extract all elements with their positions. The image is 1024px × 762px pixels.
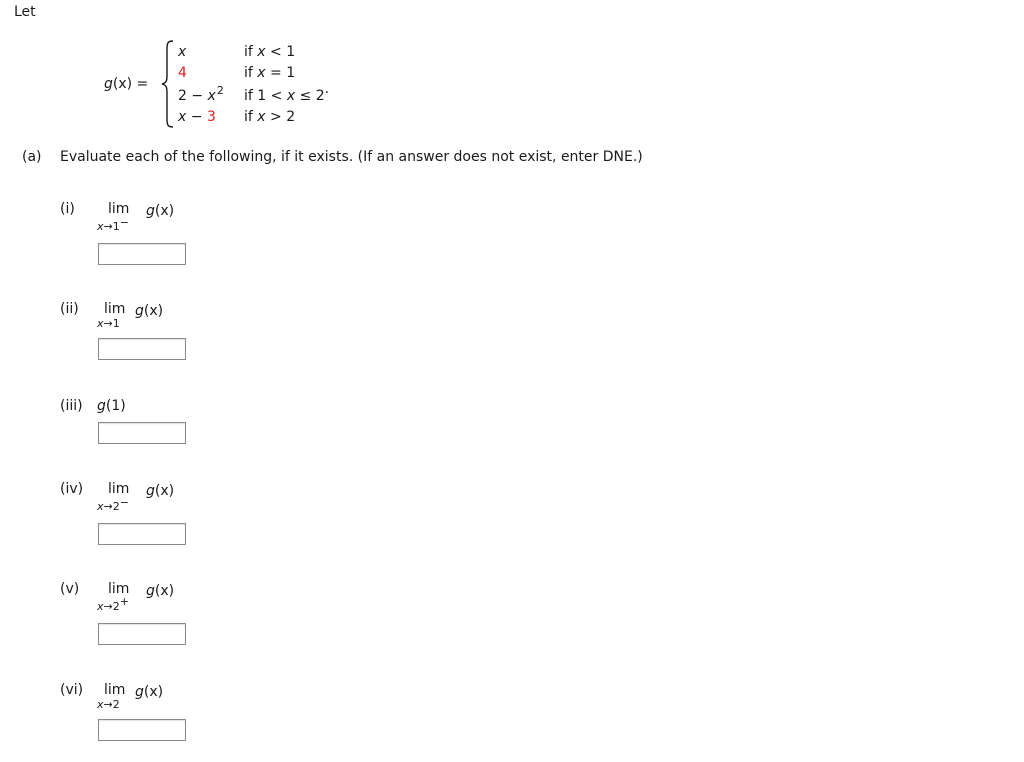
function-name: g — [104, 76, 113, 92]
part-a-label: (a) — [22, 149, 42, 165]
lim-subscript-v: x→2+ — [97, 595, 129, 613]
lim-word-v: lim — [108, 581, 130, 597]
case-expr-4: x − 3 — [178, 109, 216, 125]
item-label-v: (v) — [60, 581, 80, 597]
answer-input-i[interactable] — [98, 243, 186, 265]
part-a-instructions: Evaluate each of the following, if it exists. (If an answer does not exist, enter DNE.) — [60, 149, 643, 165]
item-label-vi: (vi) — [60, 682, 84, 698]
function-arg: (x) = — [112, 76, 149, 92]
lim-subscript-iv: x→2− — [97, 496, 129, 513]
trailing-dot: . — [324, 81, 330, 97]
expr-iii: g(1) — [97, 398, 126, 414]
lim-subscript-vi: x→2 — [97, 698, 120, 711]
item-label-iii: (iii) — [60, 398, 83, 414]
expr-ii: g(x) — [135, 303, 164, 319]
expr-vi: g(x) — [135, 684, 164, 700]
left-brace-icon — [160, 40, 176, 128]
case-cond-1: if x < 1 — [244, 44, 296, 60]
lim-word-iv: lim — [108, 481, 130, 497]
answer-input-v[interactable] — [98, 623, 186, 645]
item-label-i: (i) — [60, 201, 75, 217]
answer-input-vi[interactable] — [98, 719, 186, 741]
intro-text: Let — [14, 4, 36, 20]
item-label-iv: (iv) — [60, 481, 84, 497]
lim-subscript-ii: x→1 — [97, 317, 120, 330]
lim-word-vi: lim — [104, 682, 126, 698]
case-expr-1: x — [178, 44, 187, 60]
case-cond-3: if 1 < x ≤ 2. — [244, 81, 330, 104]
case-expr-2: 4 — [178, 65, 187, 81]
case-expr-3: $2 - x^2$ — [178, 84, 224, 104]
function-lhs — [104, 77, 148, 91]
expr-i: g(x) — [146, 203, 175, 219]
answer-input-iii[interactable] — [98, 422, 186, 444]
answer-input-iv[interactable] — [98, 523, 186, 545]
answer-input-ii[interactable] — [98, 338, 186, 360]
expr-v: g(x) — [146, 583, 175, 599]
lim-subscript-i: x→1− — [97, 216, 129, 233]
expr-iv: g(x) — [146, 483, 175, 499]
case-cond-2: if x = 1 — [244, 65, 296, 81]
lim-word-i: lim — [108, 201, 130, 217]
item-label-ii: (ii) — [60, 301, 79, 317]
case-cond-4: if x > 2 — [244, 109, 296, 125]
lim-word-ii: lim — [104, 301, 126, 317]
